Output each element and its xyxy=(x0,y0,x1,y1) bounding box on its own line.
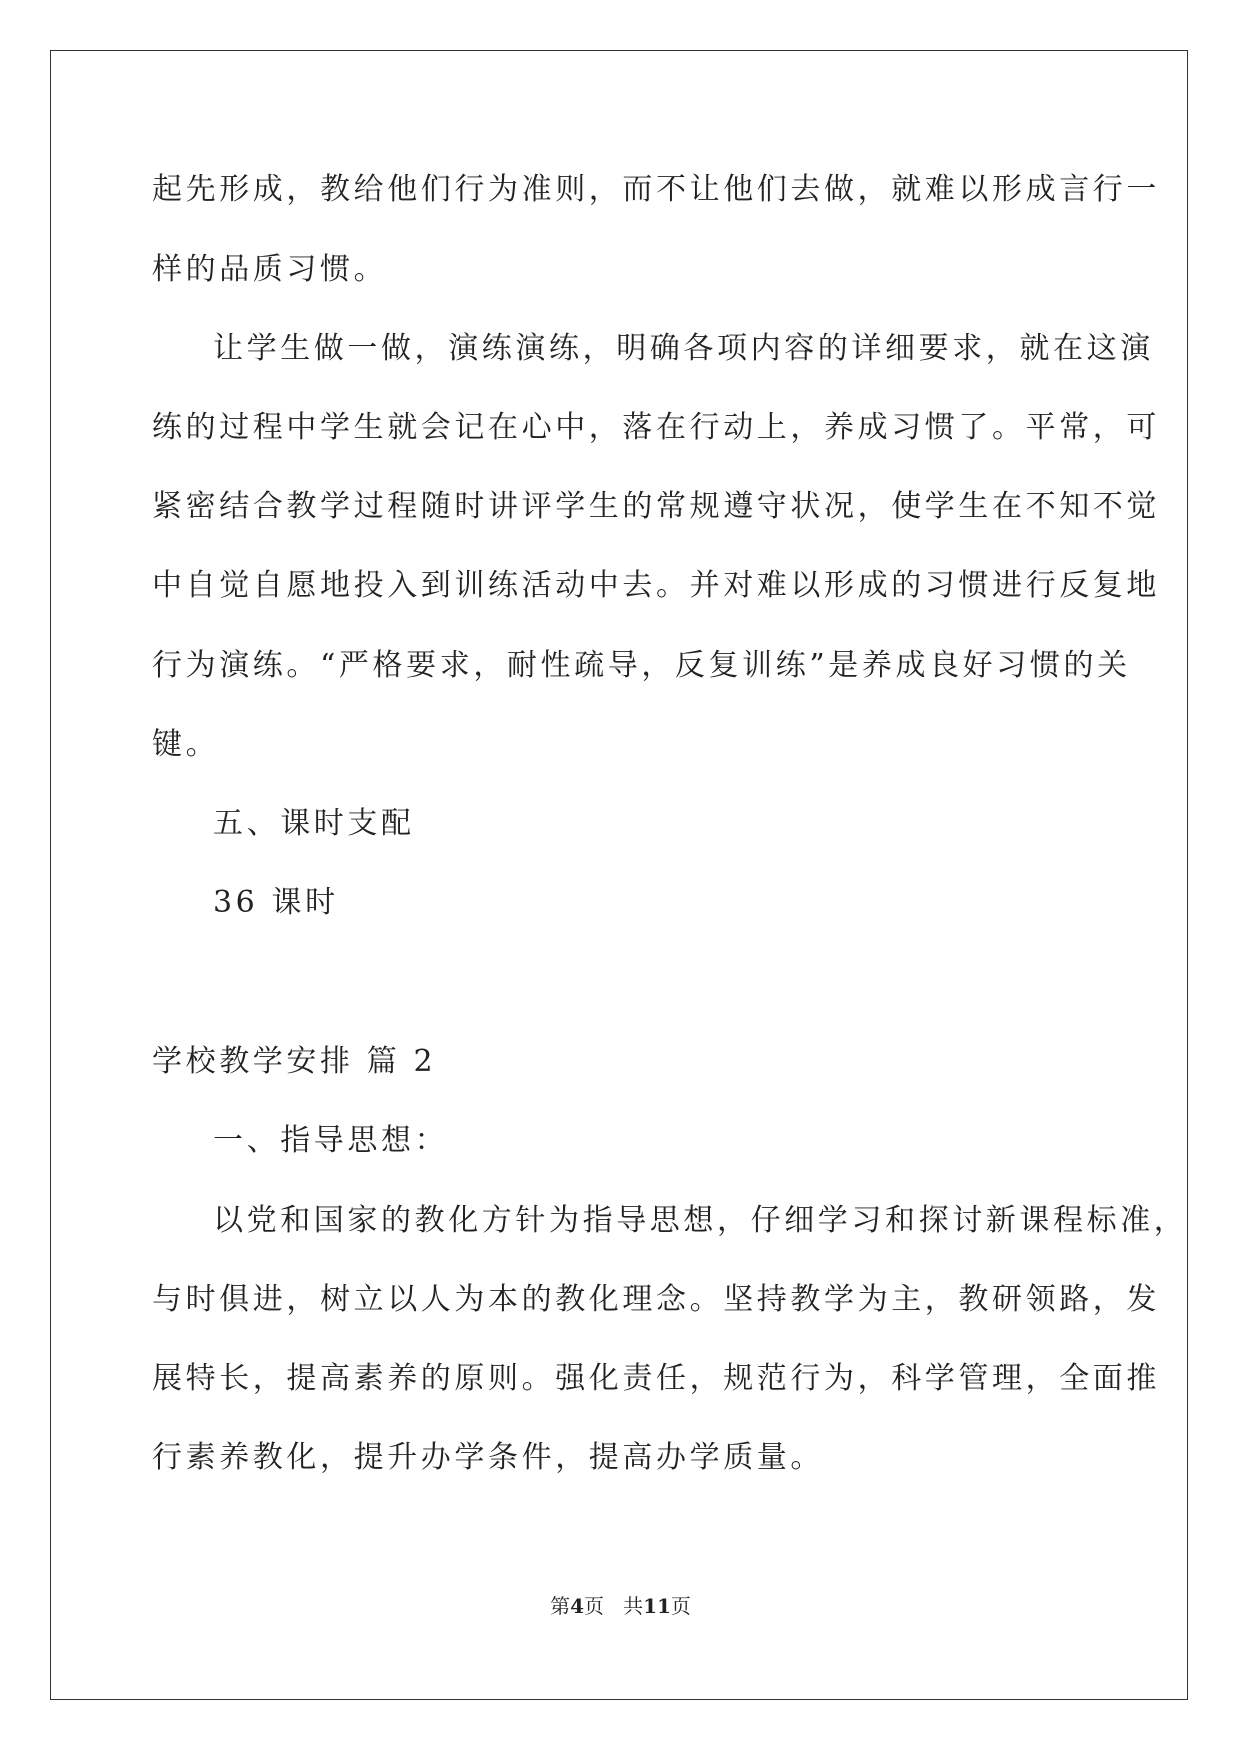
paragraph-line: 展特长，提高素养的原则。强化责任，规范行为，科学管理，全面推 xyxy=(152,1361,1160,1396)
paragraph-line: 与时俱进，树立以人为本的教化理念。坚持教学为主，教研领路，发 xyxy=(152,1282,1160,1317)
paragraph-line: 中自觉自愿地投入到训练活动中去。并对难以形成的习惯进行反复地 xyxy=(152,568,1160,603)
total-page-count: 11 xyxy=(643,1594,671,1618)
footer-prefix: 第 xyxy=(550,1594,571,1618)
footer-total-prefix: 共 xyxy=(623,1594,644,1618)
paragraph-line: 行素养教化，提升办学条件，提高办学质量。 xyxy=(152,1440,824,1475)
paragraph-line: 键。 xyxy=(152,727,220,762)
footer-page-suffix: 页 xyxy=(584,1594,604,1618)
current-page-number: 4 xyxy=(570,1594,584,1618)
footer-total-suffix: 页 xyxy=(670,1594,691,1618)
paragraph-line: 36 课时 xyxy=(213,885,339,920)
paragraph-line: 起先形成，教给他们行为准则，而不让他们去做，就难以形成言行一 xyxy=(152,172,1160,207)
section-heading: 五、课时支配 xyxy=(213,806,415,841)
paragraph-line: 紧密结合教学过程随时讲评学生的常规遵守状况，使学生在不知不觉 xyxy=(152,489,1160,524)
paragraph-line: 练的过程中学生就会记在心中，落在行动上，养成习惯了。平常，可 xyxy=(152,410,1160,445)
paragraph-line: 以党和国家的教化方针为指导思想，仔细学习和探讨新课程标准， xyxy=(213,1203,1188,1238)
paragraph-line: 让学生做一做，演练演练，明确各项内容的详细要求，就在这演 xyxy=(213,331,1154,366)
page-footer xyxy=(0,1592,1241,1620)
paragraph-line: 样的品质习惯。 xyxy=(152,252,388,287)
article-title: 学校教学安排 篇 2 xyxy=(152,1044,437,1079)
paragraph-line: 行为演练。“严格要求，耐性疏导，反复训练”是养成良好习惯的关 xyxy=(152,648,1131,683)
section-heading: 一、指导思想： xyxy=(213,1123,449,1158)
